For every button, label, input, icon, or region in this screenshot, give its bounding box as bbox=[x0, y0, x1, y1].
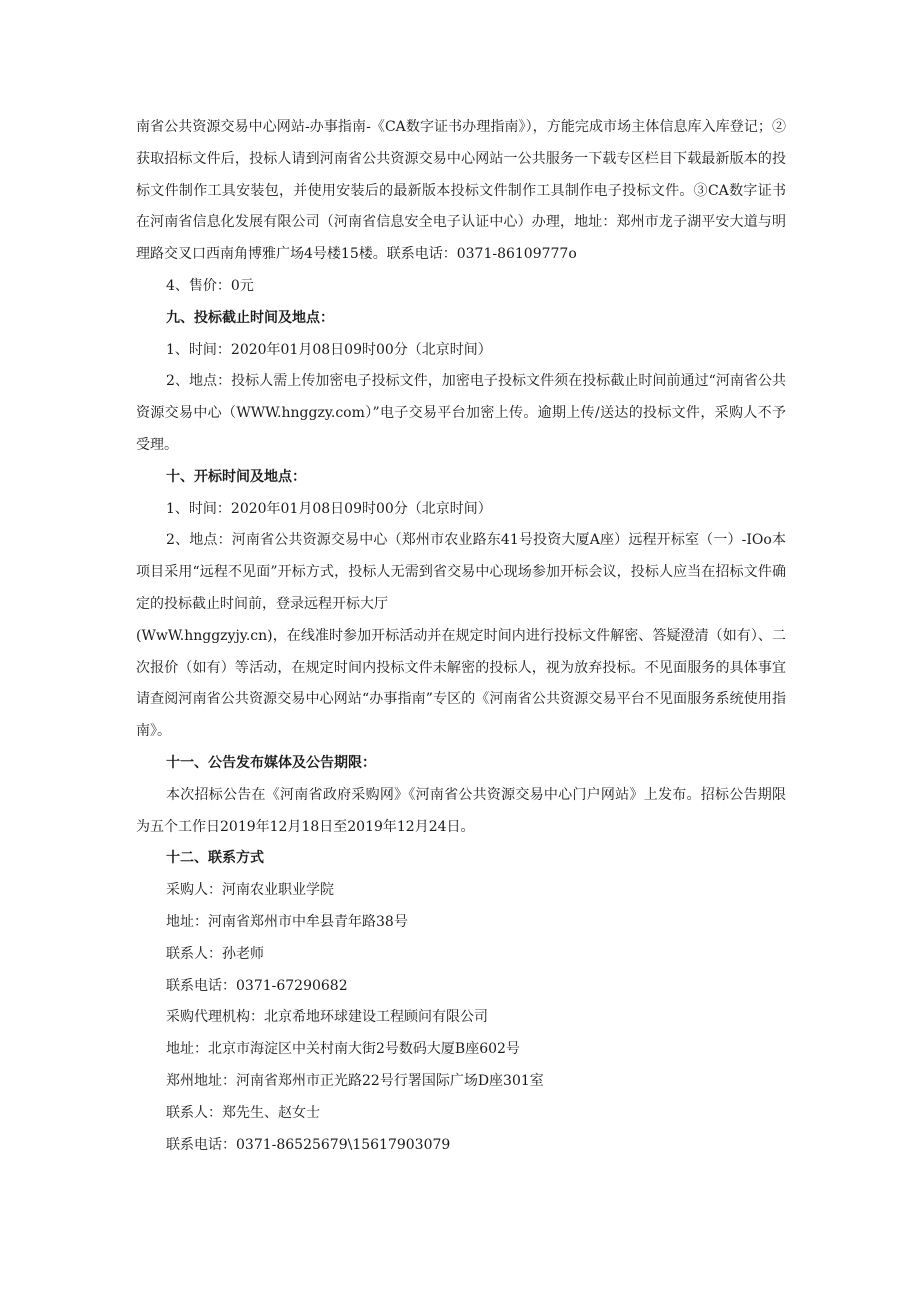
contact-agency-zhengzhou-address: 郑州地址：河南省郑州市正光路22号行署国际广场D座301室 bbox=[166, 1072, 544, 1089]
contact-agency-phone: 联系电话：0371-86525679\15617903079 bbox=[166, 1136, 451, 1153]
section-9-heading: 九、投标截止时间及地点： bbox=[166, 309, 334, 326]
contact-purchaser-phone: 联系电话：0371-67290682 bbox=[166, 977, 348, 994]
section-10-place-part2: (WwW.hnggzyjy.cn)，在线准时参加开标活动并在规定时间内进行投标文件解密、答疑澄清（如有）、二次报价（如有）等活动，在规定时间内投标文件未解密的投标人，视为放弃投标。不见面服务的具体事宜请查阅河南省公共资源交易中心网站“办事指南”专区的《河南省公共资源交易平台不见面服务系统使用指南》。 bbox=[136, 627, 786, 740]
document-page bbox=[136, 112, 786, 1161]
section-11-heading: 十一、公告发布媒体及公告期限： bbox=[166, 754, 376, 771]
section-10-time: 1、时间：2020年01月08日09时00分（北京时间） bbox=[166, 500, 492, 517]
contact-purchaser-address: 地址：河南省郑州市中牟县青年路38号 bbox=[166, 913, 408, 930]
section-10-heading: 十、开标时间及地点： bbox=[166, 468, 306, 485]
intro-continuation-paragraph: 南省公共资源交易中心网站-办事指南-《CA数字证书办理指南》），方能完成市场主体信息库入库登记；②获取招标文件后，投标人请到河南省公共资源交易中心网站一公共服务一下载专区栏目下载最新版本的投标文件制作工具安装包，并使用安装后的最新版本投标文件制作工具制作电子投标文件。③CA数字证书在河南省信息化发展有限公司（河南省信息安全电子认证中心）办理，地址：郑州市龙子湖平安大道与明理路交叉口西南角博雅广场4号楼15楼。联系电话：0371-86109777o bbox=[136, 119, 786, 263]
contact-purchaser-person: 联系人：孙老师 bbox=[166, 945, 264, 962]
section-12-heading: 十二、联系方式 bbox=[166, 850, 264, 867]
section-9-place: 2、地点：投标人需上传加密电子投标文件，加密电子投标文件须在投标截止时间前通过“河南省公共资源交易中心（WWW.hnggzy.com）”电子交易平台加密上传。逾期上传/送达的投标文件，采购人不予受理。 bbox=[136, 373, 786, 453]
contact-agency-address: 地址：北京市海淀区中关村南大街2号数码大厦B座602号 bbox=[166, 1041, 520, 1058]
section-11-text: 本次招标公告在《河南省政府采购网》《河南省公共资源交易中心门户网站》上发布。招标公告期限为五个工作日2019年12月18日至2019年12月24日。 bbox=[136, 786, 786, 835]
section-9-time: 1、时间：2020年01月08日09时00分（北京时间） bbox=[166, 341, 492, 358]
contact-agency: 采购代理机构：北京希地环球建设工程顾问有限公司 bbox=[166, 1009, 488, 1026]
section-10-place-part1: 2、地点：河南省公共资源交易中心（郑州市农业路东41号投资大厦A座）远程开标室（一）-IOo本项目采用“远程不见面”开标方式，投标人无需到省交易中心现场参加开标会议，投标人应当在招标文件确定的投标截止时间前，登录远程开标大厅 bbox=[136, 532, 786, 612]
contact-purchaser: 采购人：河南农业职业学院 bbox=[166, 882, 334, 899]
price-line: 4、售价：0元 bbox=[166, 277, 254, 294]
contact-agency-person: 联系人：郑先生、赵女士 bbox=[166, 1104, 320, 1121]
